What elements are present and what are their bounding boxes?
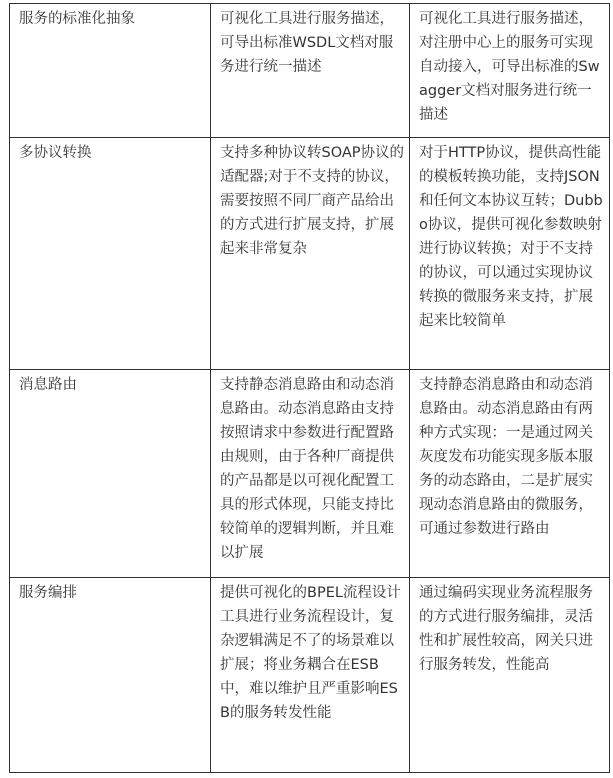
gateway-cell: 支持静态消息路由和动态消息路由。动态消息路由有两种方式实现：一是通过网关灰度发布功能实现多版本服务的动态路由，二是扩展实现动态消息路由的微服务，可通过参数进行路由 [410,370,610,578]
gateway-cell: 通过编码实现业务流程服务的方式进行服务编排，灵活性和扩展性较高，网关只进行服务转发，性能高 [410,578,610,773]
esb-cell: 支持多种协议转SOAP协议的适配器;对于不支持的协议，需要按照不同厂商产品给出的方式进行扩展支持，扩展起来非常复杂 [211,138,410,370]
feature-cell: 服务的标准化抽象 [10,4,211,138]
esb-cell: 提供可视化的BPEL流程设计工具进行业务流程设计，复杂逻辑满足不了的场景难以扩展；将业务耦合在ESB中，难以维护且严重影响ESB的服务转发性能 [211,578,410,773]
comparison-table [9,3,610,773]
table-row-message-routing [10,370,610,578]
esb-cell: 支持静态消息路由和动态消息路由。动态消息路由支持按照请求中参数进行配置路由规则，由于各种厂商提供的产品都是以可视化配置工具的形式体现，只能支持比较简单的逻辑判断，并且难以扩展 [211,370,410,578]
feature-cell: 多协议转换 [10,138,211,370]
table-row-service-abstraction [10,4,610,138]
feature-cell: 消息路由 [10,370,211,578]
esb-cell: 可视化工具进行服务描述，可导出标准WSDL文档对服务进行统一描述 [211,4,410,138]
gateway-cell: 对于HTTP协议，提供高性能的模板转换功能，支持JSON和任何文本协议互转；Dubbo协议，提供可视化参数映射进行协议转换；对于不支持的协议，可以通过实现协议转换的微服务来支持，扩展起来比较简单 [410,138,610,370]
gateway-cell: 可视化工具进行服务描述，对注册中心上的服务可实现自动接入，可导出标准的Swagger文档对服务进行统一描述 [410,4,610,138]
feature-cell: 服务编排 [10,578,211,773]
table-row-service-orchestration [10,578,610,773]
table-row-protocol-conversion [10,138,610,370]
